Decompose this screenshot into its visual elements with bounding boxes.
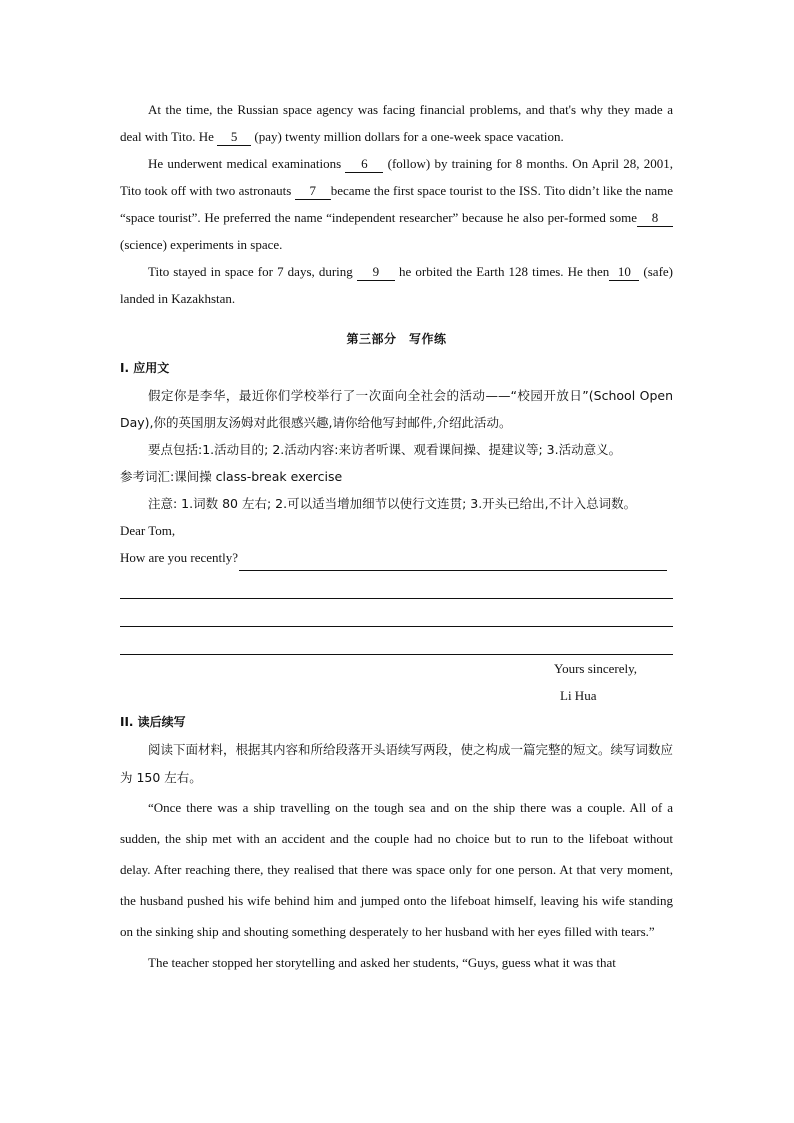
letter-signature: Li Hua [560, 688, 597, 703]
writing-line[interactable] [120, 571, 673, 599]
section1-note: 注意: 1.词数 80 左右; 2.可以适当增加细节以使行文连贯; 3.开头已给出,不计入总词数。 [148, 496, 637, 511]
section1-vocab: 参考词汇:课间操 class-break exercise [120, 469, 343, 484]
story-paragraph-1: “Once there was a ship travelling on the tough sea and on the ship there was a couple. All of a sudden, the ship met with an accident and the couple had no choice but to run to the lifeboat without delay. After reaching there, they realised that there was space only for one person. At that very moment, the husband pushed his wife behind him and jumped onto the lifeboat himself, leaving his wife standing on the sinking ship and shouting something desperately to her husband with her eyes filled with tears.” [120, 800, 673, 939]
letter-opening: How are you recently? [120, 550, 239, 565]
text: He underwent medical examinations [148, 156, 346, 171]
writing-line[interactable] [239, 552, 667, 571]
section1-prompt: 假定你是李华，最近你们学校举行了一次面向全社会的活动——“校园开放日”(School Open Day),你的英国朋友汤姆对此很感兴趣,请你给他写封邮件,介绍此活动。 [120, 388, 673, 430]
blank-9[interactable]: 9 [357, 264, 395, 281]
letter-greeting: Dear Tom, [120, 523, 176, 538]
writing-line[interactable] [120, 599, 673, 627]
story-paragraph-2: The teacher stopped her storytelling and asked her students, “Guys, guess what it was that [148, 955, 616, 970]
letter-closing: Yours sincerely, [554, 661, 638, 676]
writing-line[interactable] [120, 627, 673, 655]
passage-paragraph-1 [120, 96, 673, 150]
text: At the time, the Russian space agency was facing financial problems, and that's why they made a deal with Tito. He [120, 102, 673, 144]
letter-opening-row [120, 544, 673, 571]
blank-5[interactable]: 5 [217, 129, 251, 146]
section2-heading: II. 读后续写 [120, 715, 186, 729]
text: he orbited the Earth 128 times. He then [394, 264, 610, 279]
text: Tito stayed in space for 7 days, during [148, 264, 357, 279]
text: (follow) by training for 8 months. On April 28, 2001, Tito took off with two astronauts [120, 156, 673, 198]
blank-10[interactable]: 10 [609, 264, 639, 281]
text: (science) experiments in space. [120, 237, 283, 252]
section1-points: 要点包括:1.活动目的; 2.活动内容:来访者听课、观看课间操、提建议等; 3.活动意义。 [148, 442, 622, 457]
passage-paragraph-3 [120, 258, 673, 312]
section2-prompt: 阅读下面材料，根据其内容和所给段落开头语续写两段，使之构成一篇完整的短文。续写词数应为 150 左右。 [120, 742, 674, 785]
passage-paragraph-2 [120, 150, 673, 258]
part3-title: 第三部分 写作练 [346, 332, 447, 346]
blank-6[interactable]: 6 [345, 156, 383, 173]
text: (safe) landed in Kazakhstan. [120, 264, 674, 306]
section1-heading: I. 应用文 [120, 361, 170, 375]
text: became the first space tourist to the ISS. Tito didn’t like the name “space tourist”. He preferred the name “independent researcher” because he also per-formed some [120, 183, 673, 225]
blank-8[interactable]: 8 [637, 210, 673, 227]
document-page [120, 96, 673, 978]
text: (pay) twenty million dollars for a one-week space vacation. [251, 129, 564, 144]
blank-7[interactable]: 7 [295, 183, 331, 200]
